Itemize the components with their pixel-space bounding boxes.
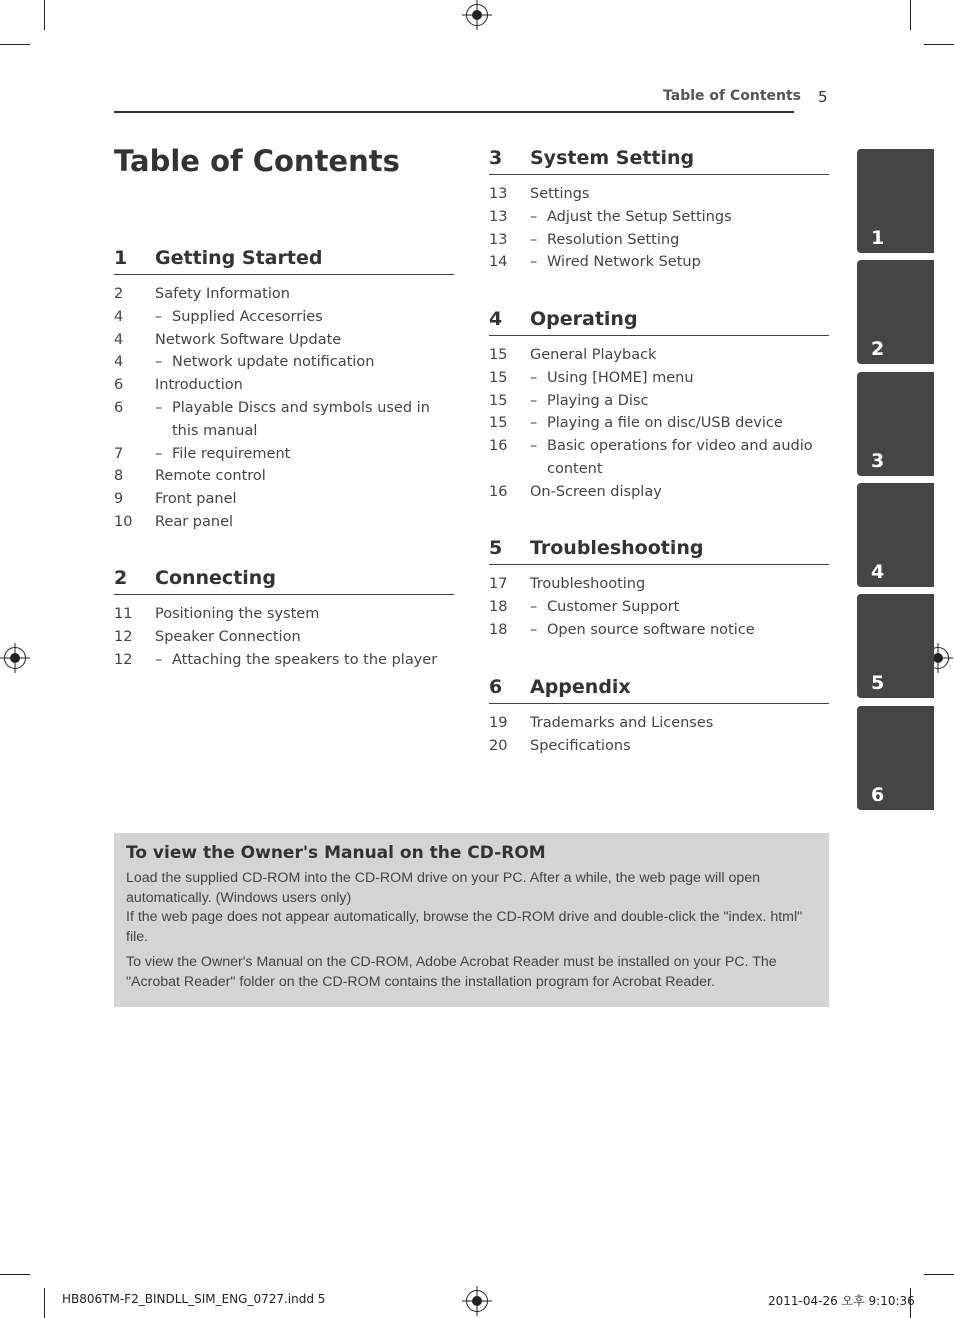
toc-entry-text: Network update notification [172,354,375,371]
toc-entry-text: Network Software Update [155,331,342,348]
chapter-tab-5[interactable]: 5 [857,594,934,698]
section-appendix [489,670,829,758]
toc-entry-text: Rear panel [155,513,234,530]
toc-entry-text: Speaker Connection [155,628,301,645]
note-paragraph: Load the supplied CD-ROM into the CD-ROM drive on your PC. After a while, the web page will open automatically. (Windows users only) [126,870,761,906]
toc-sub-marker: – [155,399,163,416]
toc-entry-text: Open source software notice [547,621,755,638]
toc-page-number: 16 [489,483,508,500]
toc-entry-text: Customer Support [547,598,680,615]
toc-page-number: 14 [489,254,508,271]
crop-mark [910,0,911,30]
toc-entry-text: Front panel [155,491,237,508]
toc-page-number: 15 [489,369,508,386]
toc-sub-marker: – [155,651,163,668]
chapter-tab-6[interactable]: 6 [857,706,934,810]
toc-entry-list [489,183,829,274]
toc-page-number: 17 [489,576,508,592]
toc-entry[interactable] [114,397,454,443]
toc-sub-marker: – [155,354,163,371]
toc-entry[interactable] [489,435,829,481]
crop-mark [0,44,30,45]
toc-entry-text: Adjust the Setup Settings [547,208,732,225]
toc-entry-text: Positioning the system [155,606,320,622]
toc-page-number: 15 [489,347,508,363]
note-paragraph: If the web page does not appear automatically, browse the CD-ROM drive and double-click the "index. html" file. [126,909,803,945]
toc-entry-text: Attaching the speakers to the player [172,651,438,668]
section-title: Troubleshooting [530,537,704,559]
toc-entry-list [489,712,829,758]
toc-entry[interactable] [489,206,829,229]
crop-mark [0,1274,30,1275]
registration-mark-icon [466,1290,488,1312]
toc-page-number: 13 [489,231,508,248]
toc-sub-marker: – [155,445,163,462]
toc-entry[interactable] [489,390,829,413]
toc-page-number: 13 [489,208,508,225]
toc-entry[interactable] [489,619,829,642]
toc-entry[interactable] [114,511,454,534]
toc-entry-text: Playing a Disc [547,392,649,409]
section-heading [489,141,829,175]
registration-mark-icon [466,4,488,26]
toc-entry-list [114,603,454,671]
toc-sub-marker: – [155,308,163,325]
toc-entry-text: Remote control [155,468,266,485]
toc-entry[interactable] [114,306,454,329]
toc-entry-text: File requirement [172,445,291,462]
toc-entry-text: Troubleshooting [530,576,646,592]
toc-page-number: 6 [114,377,124,394]
toc-page-number: 9 [114,491,124,508]
chapter-tab-4[interactable]: 4 [857,483,934,587]
section-heading [489,670,829,704]
toc-entry-text: Introduction [155,377,243,394]
toc-page-number: 4 [114,354,124,371]
footer-file-name: HB806TM-F2_BINDLL_SIM_ENG_0727.indd 5 [62,1292,326,1306]
section-title: Operating [530,308,638,330]
toc-entry-text: On-Screen display [530,483,662,500]
toc-page-number: 4 [114,331,124,348]
toc-entry-text: Safety Information [155,286,290,302]
chapter-tab-1[interactable]: 1 [857,149,934,253]
toc-entry[interactable] [489,596,829,619]
toc-entry[interactable] [489,735,829,758]
running-header-title: Table of Contents [663,88,802,104]
toc-entry[interactable] [114,374,454,397]
cd-rom-note-box [114,833,829,1007]
toc-page-number: 13 [489,186,508,202]
toc-entry-text: Settings [530,186,590,202]
section-heading [489,302,829,336]
toc-entry[interactable] [114,649,454,672]
toc-entry-text: Using [HOME] menu [547,369,694,386]
toc-entry[interactable] [489,229,829,252]
toc-entry[interactable] [114,329,454,352]
toc-entry[interactable] [114,626,454,649]
section-heading [114,561,454,595]
toc-page-number: 16 [489,438,508,455]
toc-page-number: 18 [489,621,508,638]
toc-entry-list [489,344,829,504]
toc-entry[interactable] [114,465,454,488]
toc-entry[interactable] [114,603,454,626]
section-title: Appendix [530,676,631,698]
toc-sub-marker: – [530,392,538,409]
toc-page-number: 15 [489,392,508,409]
toc-page-number: 4 [114,308,124,325]
section-number: 5 [489,537,503,559]
toc-entry[interactable] [489,412,829,435]
toc-entry-text: Trademarks and Licenses [530,715,714,731]
toc-entry-text: General Playback [530,347,657,363]
toc-entry-text: Playable Discs and symbols used in this manual [172,399,430,439]
toc-page-number: 19 [489,715,508,731]
section-number: 4 [489,308,503,330]
note-paragraph: To view the Owner's Manual on the CD-ROM, Adobe Acrobat Reader must be installed on your PC. The "Acrobat Reader" folder on the CD-ROM contains the installation program for Acrobat Reader. [126,954,777,990]
section-number: 2 [114,567,128,589]
toc-entry-text: Basic operations for video and audio content [547,438,813,477]
section-heading [114,241,454,275]
toc-entry-text: Playing a file on disc/USB device [547,415,783,432]
footer-timestamp: 2011-04-26 오후 9:10:36 [768,1294,915,1308]
crop-mark [924,1274,954,1275]
toc-sub-marker: – [530,438,538,455]
crop-mark [44,1288,45,1318]
toc-page-number: 12 [114,651,133,668]
toc-entry-text: Resolution Setting [547,231,680,248]
toc-page-number: 2 [114,286,124,302]
toc-entry-text: Supplied Accesorries [172,308,323,325]
section-system-setting [489,141,829,274]
section-title: Getting Started [155,247,323,269]
toc-entry[interactable] [489,367,829,390]
toc-entry[interactable] [489,344,829,367]
page-title: Table of Contents [114,144,400,178]
toc-entry[interactable] [489,712,829,735]
section-title: System Setting [530,147,695,169]
toc-entry-text: Specifications [530,737,631,754]
toc-entry[interactable] [114,351,454,374]
toc-entry[interactable] [114,443,454,466]
section-title: Connecting [155,567,276,589]
toc-entry[interactable] [114,283,454,306]
toc-entry[interactable] [489,573,829,596]
toc-entry[interactable] [114,488,454,511]
section-number: 1 [114,247,128,269]
chapter-tab-3[interactable]: 3 [857,372,934,476]
toc-page-number: 20 [489,737,508,754]
toc-sub-marker: – [530,598,538,615]
toc-sub-marker: – [530,208,538,225]
section-operating [489,302,829,504]
toc-page-number: 15 [489,415,508,432]
toc-sub-marker: – [530,254,538,271]
toc-page-number: 10 [114,513,133,530]
toc-page-number: 18 [489,598,508,615]
toc-sub-marker: – [530,369,538,386]
toc-entry-list [114,283,454,534]
toc-entry[interactable] [489,481,829,504]
registration-mark-icon [4,647,26,669]
toc-sub-marker: – [530,621,538,638]
toc-entry[interactable] [489,251,829,274]
chapter-tab-2[interactable]: 2 [857,260,934,364]
toc-entry-text: Wired Network Setup [547,254,701,271]
section-getting-started [114,241,454,534]
crop-mark [44,0,45,30]
toc-entry[interactable] [489,183,829,206]
section-heading [489,531,829,565]
note-title: To view the Owner's Manual on the CD-ROM [126,843,546,863]
section-connecting [114,561,454,671]
toc-page-number: 8 [114,468,124,485]
toc-sub-marker: – [530,231,538,248]
toc-page-number: 11 [114,606,133,622]
page-number: 5 [818,88,828,106]
crop-mark [924,44,954,45]
toc-entry-list [489,573,829,641]
toc-page-number: 7 [114,445,124,462]
toc-page-number: 12 [114,628,133,645]
section-number: 3 [489,147,503,169]
toc-sub-marker: – [530,415,538,432]
section-number: 6 [489,676,503,698]
toc-page-number: 6 [114,399,124,416]
section-troubleshooting [489,531,829,641]
header-rule [114,111,794,113]
